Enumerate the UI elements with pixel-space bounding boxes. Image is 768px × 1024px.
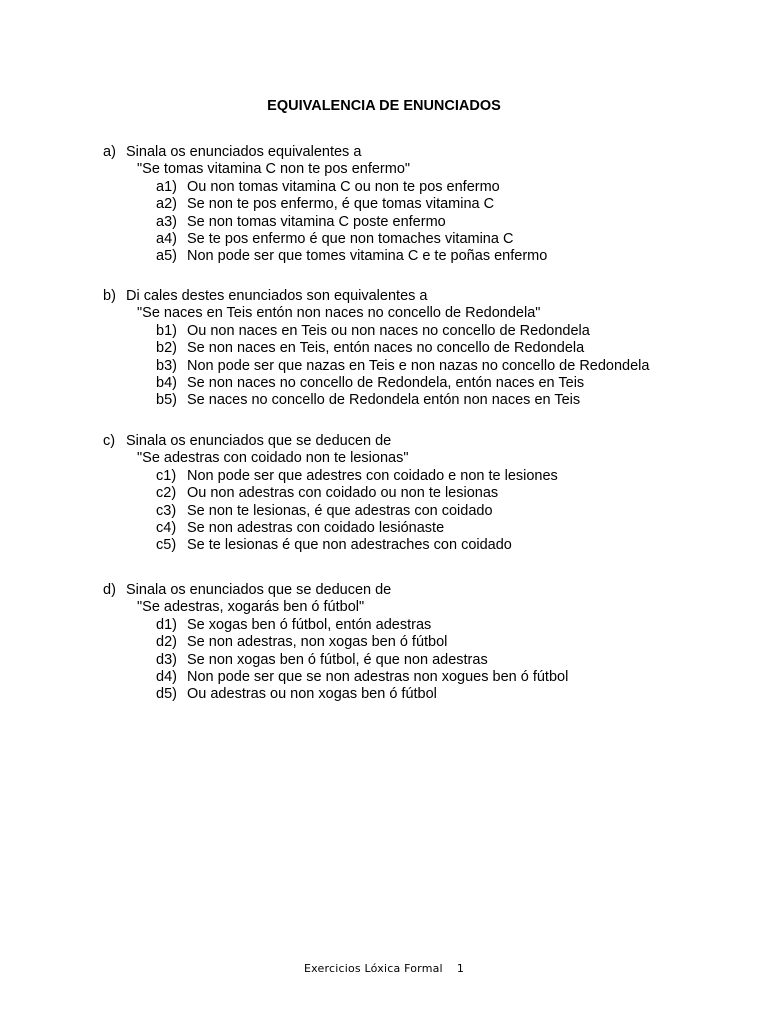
option-item [156,651,716,669]
exercise-statement: "Se tomas vitamina C non te pos enfermo" [137,161,411,178]
option-label: d5) [156,686,177,703]
exercise-prompt [103,143,663,161]
option-text: Se non naces no concello de Redondela, entón naces en Teis [187,375,585,391]
option-text: Ou non adestras con coidado ou non te lesionas [187,485,499,502]
option-label: d2) [156,634,177,651]
option-label: c5) [156,537,177,554]
exercise-statement: "Se naces en Teis entón non naces no concello de Redondela" [137,305,541,322]
option-text: Se non adestras, non xogas ben ó fútbol [187,634,448,651]
option-label: b5) [156,392,177,409]
exercise-label: b) [103,288,116,304]
footer-text: Exercicios Lóxica Formal [303,962,443,975]
option-item [156,213,716,231]
option-text: Non pode ser que nazas en Teis e non nazas no concello de Redondela [187,357,650,374]
exercise-prompt-text: Sinala os enunciados equivalentes a [126,144,362,160]
option-item [156,633,716,651]
option-text: Se non adestras con coidado lesiónaste [187,520,445,536]
option-label: b3) [156,357,177,374]
option-text: Non pode ser que tomes vitamina C e te poñas enfermo [187,248,548,265]
option-item [156,230,716,248]
option-label: c4) [156,520,177,536]
option-item [156,519,716,537]
option-item [156,247,716,265]
option-text: Se non te pos enfermo, é que tomas vitamina C [187,196,495,213]
option-label: c1) [156,467,177,484]
exercise-prompt [103,287,663,305]
option-item [156,685,716,703]
option-label: b4) [156,375,177,391]
option-item [156,536,716,554]
option-text: Non pode ser que se non adestras non xogues ben ó fútbol [187,669,569,685]
option-item [156,502,716,520]
exercise-label: d) [103,582,116,598]
page-title: EQUIVALENCIA DE ENUNCIADOS [267,98,501,114]
option-item [156,616,716,634]
option-text: Se te pos enfermo é que non tomaches vitamina C [187,231,514,247]
exercise-label: c) [103,433,116,449]
option-item [156,195,716,213]
option-item [156,467,716,485]
exercise-label: a) [103,144,116,160]
option-label: c3) [156,502,177,519]
option-text: Se non naces en Teis, entón naces no concello de Redondela [187,340,585,357]
option-item [156,668,716,686]
exercise-statement: "Se adestras, xogarás ben ó fútbol" [137,599,365,616]
page-footer [0,962,768,976]
option-item [156,374,736,392]
exercise-prompt [103,581,663,599]
option-text: Ou non tomas vitamina C ou non te pos enfermo [187,178,500,195]
option-label: d4) [156,669,177,685]
option-text: Se non tomas vitamina C poste enfermo [187,213,446,230]
option-text: Se te lesionas é que non adestraches con coidado [187,537,512,554]
option-item [156,391,736,409]
option-label: d1) [156,616,177,633]
option-text: Non pode ser que adestres con coidado e non te lesiones [187,467,558,484]
option-text: Se non xogas ben ó fútbol, é que non adestras [187,651,488,668]
option-text: Se non te lesionas, é que adestras con coidado [187,502,493,519]
exercise-statement: "Se adestras con coidado non te lesionas" [137,450,409,467]
exercise-prompt-text: Di cales destes enunciados son equivalentes a [126,288,428,304]
option-item [156,357,736,375]
option-label: a5) [156,248,177,265]
option-text: Ou adestras ou non xogas ben ó fútbol [187,686,437,703]
option-label: a3) [156,213,177,230]
option-item [156,484,716,502]
exercise-prompt [103,432,663,450]
exercise-prompt-text: Sinala os enunciados que se deducen de [126,582,392,598]
option-label: d3) [156,651,177,668]
option-label: a4) [156,231,177,247]
option-text: Se naces no concello de Redondela entón non naces en Teis [187,392,581,409]
option-item [156,322,736,340]
option-label: b1) [156,322,177,339]
page-number: 1 [456,962,465,975]
option-label: c2) [156,485,177,502]
option-item [156,339,736,357]
option-label: a1) [156,178,177,195]
option-item [156,178,716,196]
option-label: a2) [156,196,177,213]
exercise-prompt-text: Sinala os enunciados que se deducen de [126,433,392,449]
option-label: b2) [156,340,177,357]
option-text: Se xogas ben ó fútbol, entón adestras [187,616,432,633]
option-text: Ou non naces en Teis ou non naces no concello de Redondela [187,322,590,339]
